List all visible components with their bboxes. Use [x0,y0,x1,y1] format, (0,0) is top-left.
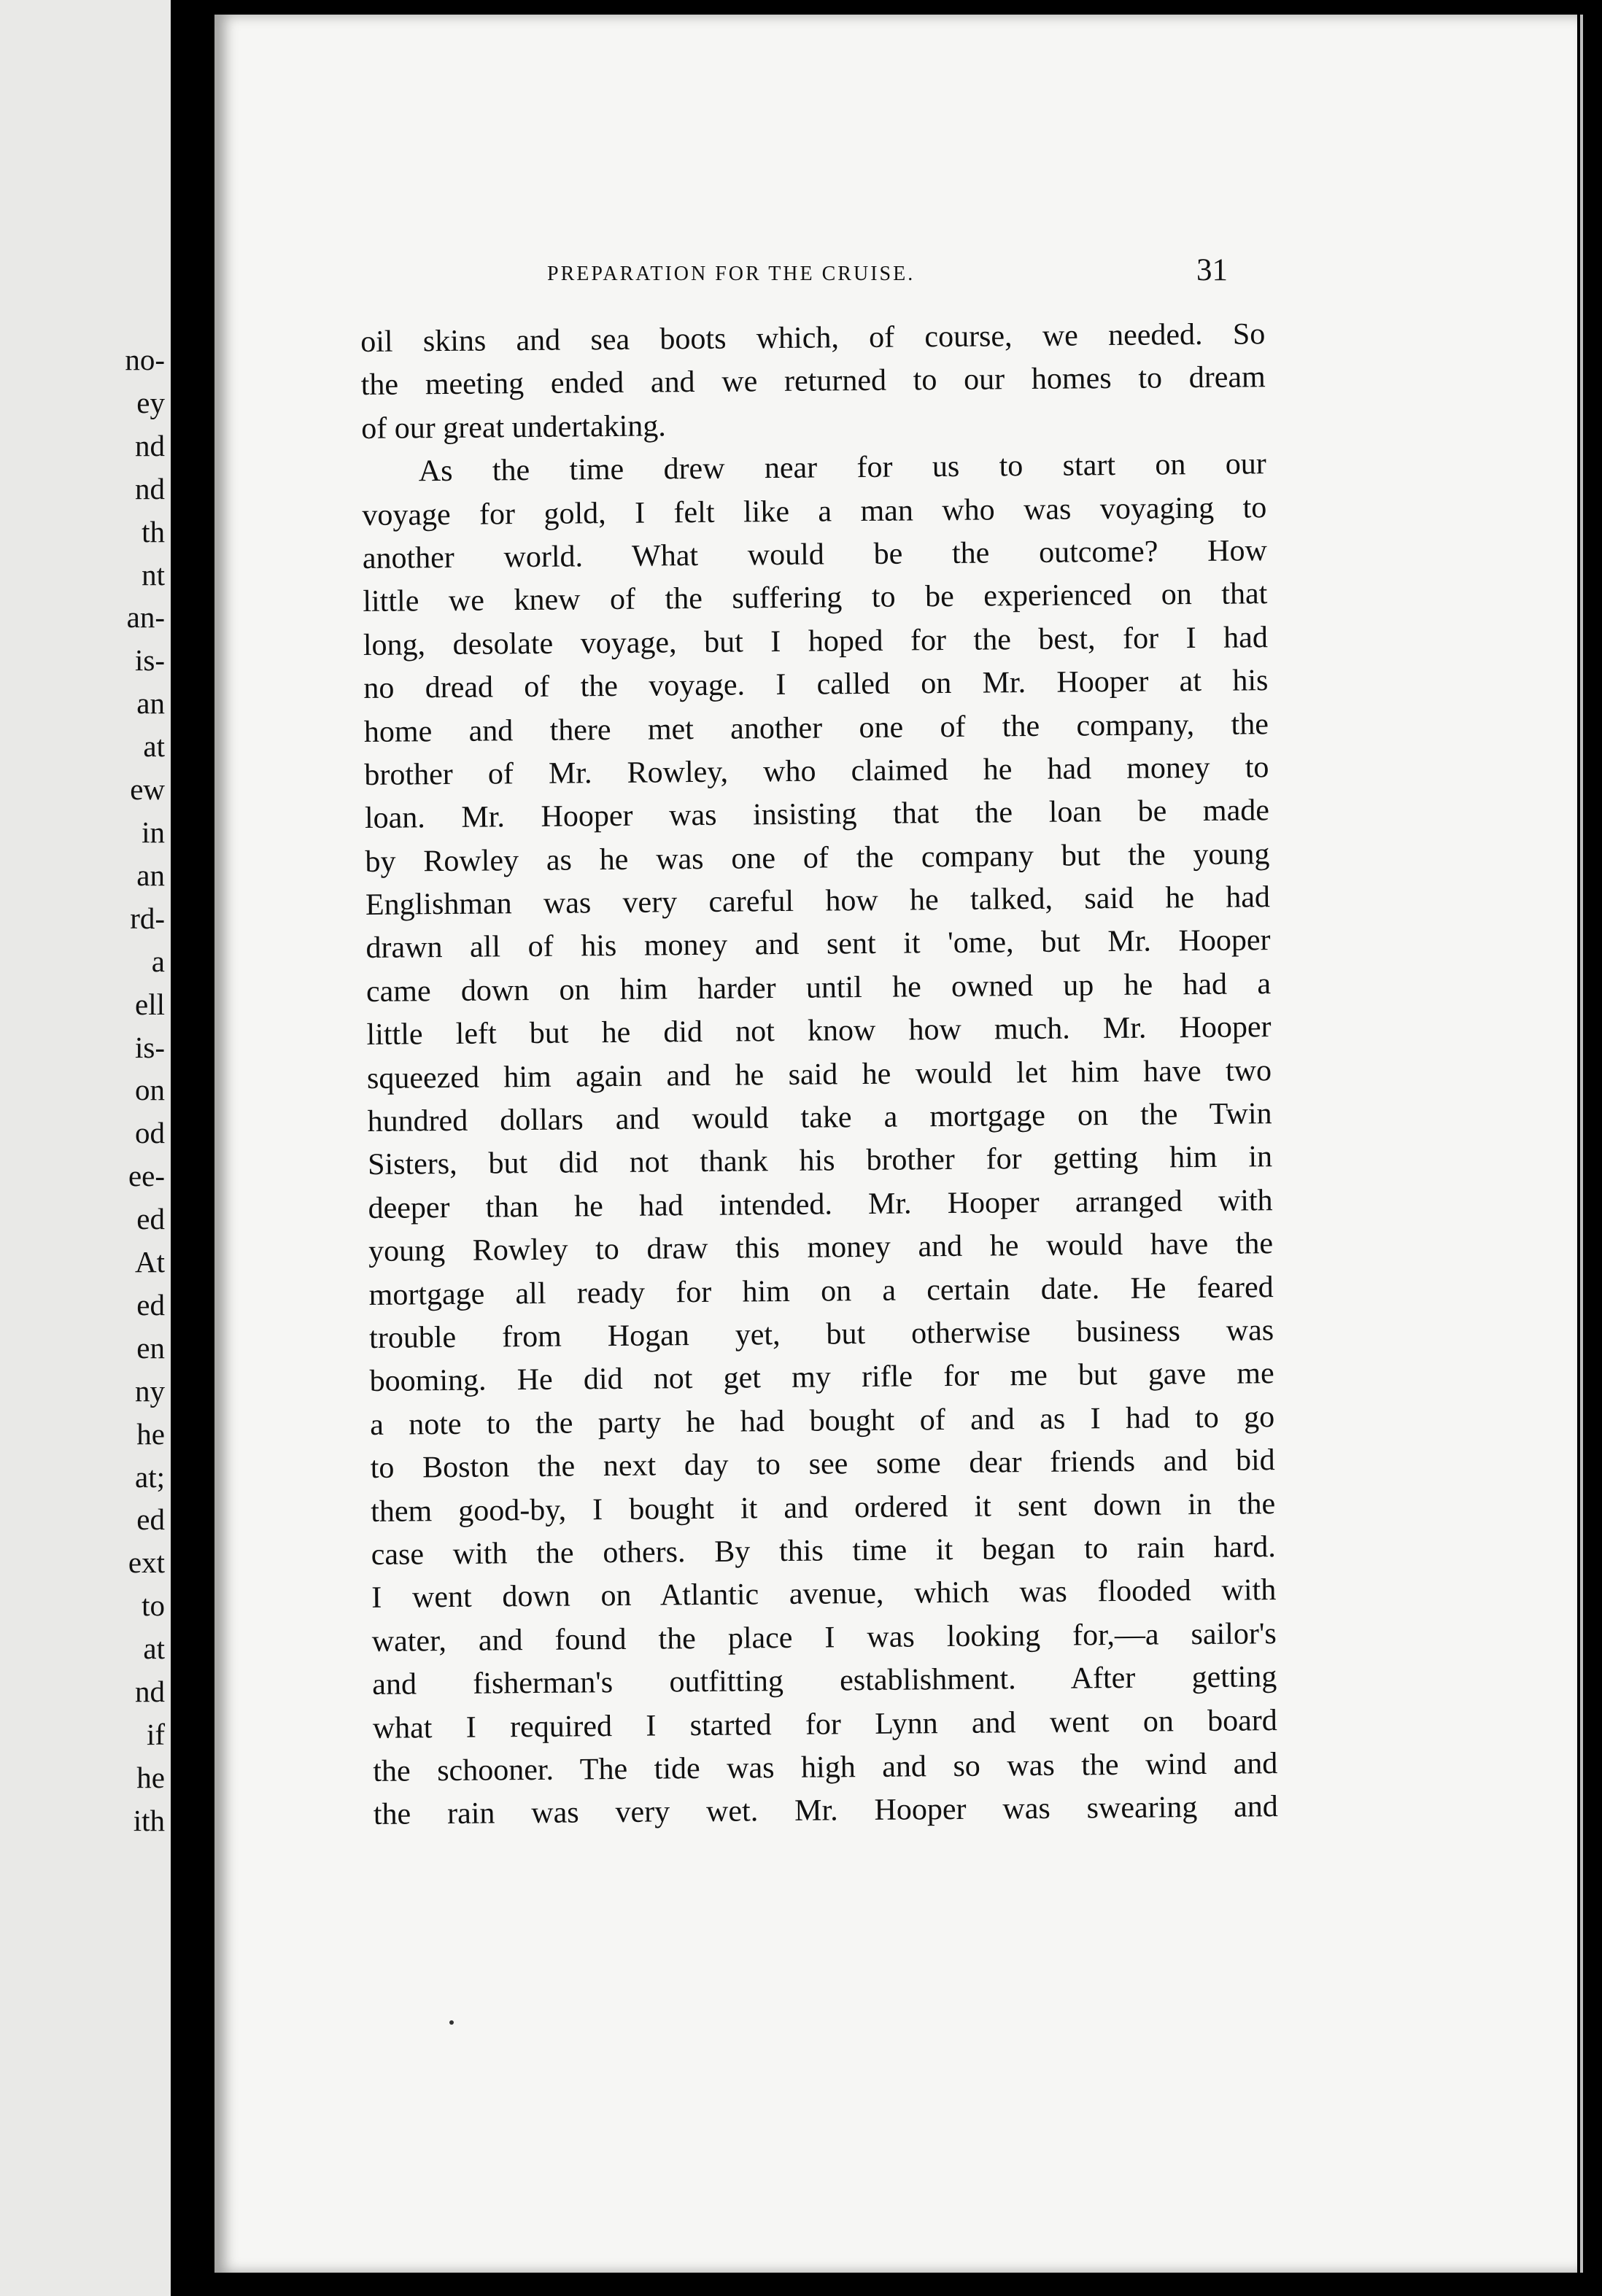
left-page-line: is- [135,643,165,678]
text-line: to Boston the next day to see some dear friends and bid [370,1443,1275,1486]
left-page-line: th [142,514,165,548]
left-page-line: ew [130,772,165,807]
text-line: long, desolate voyage, but I hoped for the best, for I had [363,620,1269,662]
left-page-line: if [146,1718,165,1751]
body-text [360,313,1278,1837]
left-page-line: at [143,729,165,764]
text-line: drawn all of his money and sent it 'ome, but Mr. Hooper [365,923,1271,966]
left-page-line: rd- [130,901,165,935]
left-page-line: nt [142,557,165,592]
text-line: by Rowley as he was one of the company but the young [365,837,1270,879]
text-line: little we knew of the suffering to be experienced on that [363,577,1268,619]
page-edge [1580,15,1583,2273]
text-line: Sisters, but did not thank his brother for getting him in [367,1140,1273,1182]
text-line: a note to the party he had bought of and as I had to go [370,1400,1275,1442]
page-number: 31 [1196,253,1228,287]
left-page [0,0,171,2296]
left-page-line: ell [135,987,165,1021]
text-line: them good-by, I bought it and ordered it sent down in the [371,1486,1276,1529]
left-page-line: nd [135,428,165,462]
text-line: Englishman was very careful how he talked, said he had [365,880,1271,923]
left-page-line: ee- [128,1159,165,1193]
left-page-line: to [142,1589,165,1623]
left-page-line: ny [135,1373,165,1408]
right-page [214,15,1577,2273]
left-page-line: he [136,1760,165,1794]
left-page-line: ith [133,1803,165,1837]
text-line: the rain was very wet. Mr. Hooper was swearing and [373,1790,1279,1832]
text-line: water, and found the place I was looking for,—a sailor's [371,1616,1277,1659]
text-line: booming. He did not get my rifle for me but gave me [369,1357,1274,1399]
left-page-line: ed [136,1287,165,1322]
left-page-line: nd [135,1675,165,1709]
text-line: came down on him harder until he owned up he had a [365,967,1272,1009]
text-line: loan. Mr. Hooper was insisting that the loan be made [364,794,1270,836]
text-line: deeper than he had intended. Mr. Hooper arranged with [368,1183,1273,1225]
text-line: another world. What would be the outcome? How [362,534,1267,575]
left-page-text [125,338,165,1842]
text-line: trouble from Hogan yet, but otherwise business was [368,1314,1274,1355]
left-page-line: ed [136,1202,165,1236]
left-page-line: en [136,1330,165,1365]
left-page-line: At [135,1245,165,1279]
left-page-line: on [135,1073,165,1107]
left-page-line: an [136,686,165,721]
left-page-line: a [151,944,165,978]
text-line: brother of Mr. Rowley, who claimed he had money to [364,751,1269,792]
left-page-line: an- [126,600,165,635]
left-page-line: ext [128,1545,165,1580]
text-line: of our great undertaking. [361,409,667,446]
left-page-line: ey [136,385,165,419]
text-line: case with the others. By this time it began to rain hard. [371,1530,1276,1572]
left-page-line: an [136,858,165,892]
text-line: young Rowley to draw this money and he would have the [368,1227,1274,1269]
text-line: voyage for gold, I felt like a man who was voyaging to [362,490,1267,532]
left-page-line: od [135,1116,165,1150]
text-line: squeezed him again and he said he would let him have two [366,1053,1272,1095]
left-page-line: at; [135,1459,165,1494]
scan-speck [449,2020,454,2025]
text-line: no dread of the voyage. I called on Mr. Hooper at his [363,664,1269,706]
book-gutter [171,0,214,2296]
text-line: the schooner. The tide was high and so was the wind and [373,1746,1278,1788]
text-line: the meeting ended and we returned to our homes to dream [360,360,1266,403]
left-page-line: in [142,815,165,849]
text-line: home and there met another one of the company, the [363,707,1269,749]
text-line: and fisherman's outfitting establishment. After getting [372,1660,1277,1702]
text-line: what I required I started for Lynn and went on board [372,1703,1277,1745]
text-line: oil skins and sea boots which, of course, we needed. So [360,317,1266,359]
text-line: hundred dollars and would take a mortgage on the Twin [367,1097,1272,1139]
left-page-line: is- [135,1030,165,1064]
left-page-line: ed [136,1502,165,1537]
left-page-line: at [143,1632,165,1666]
left-page-line: no- [125,343,165,376]
text-line: mortgage all ready for him on a certain date. He feared [368,1270,1274,1312]
left-page-line: nd [135,471,165,505]
text-line: As the time drew near for us to start on our [418,447,1266,489]
left-page-line: he [136,1416,165,1451]
running-head: PREPARATION FOR THE CRUISE. [547,263,916,285]
text-line: little left but he did not know how much. Mr. Hooper [366,1010,1272,1052]
text-line: I went down on Atlantic avenue, which was flooded with [371,1573,1277,1616]
